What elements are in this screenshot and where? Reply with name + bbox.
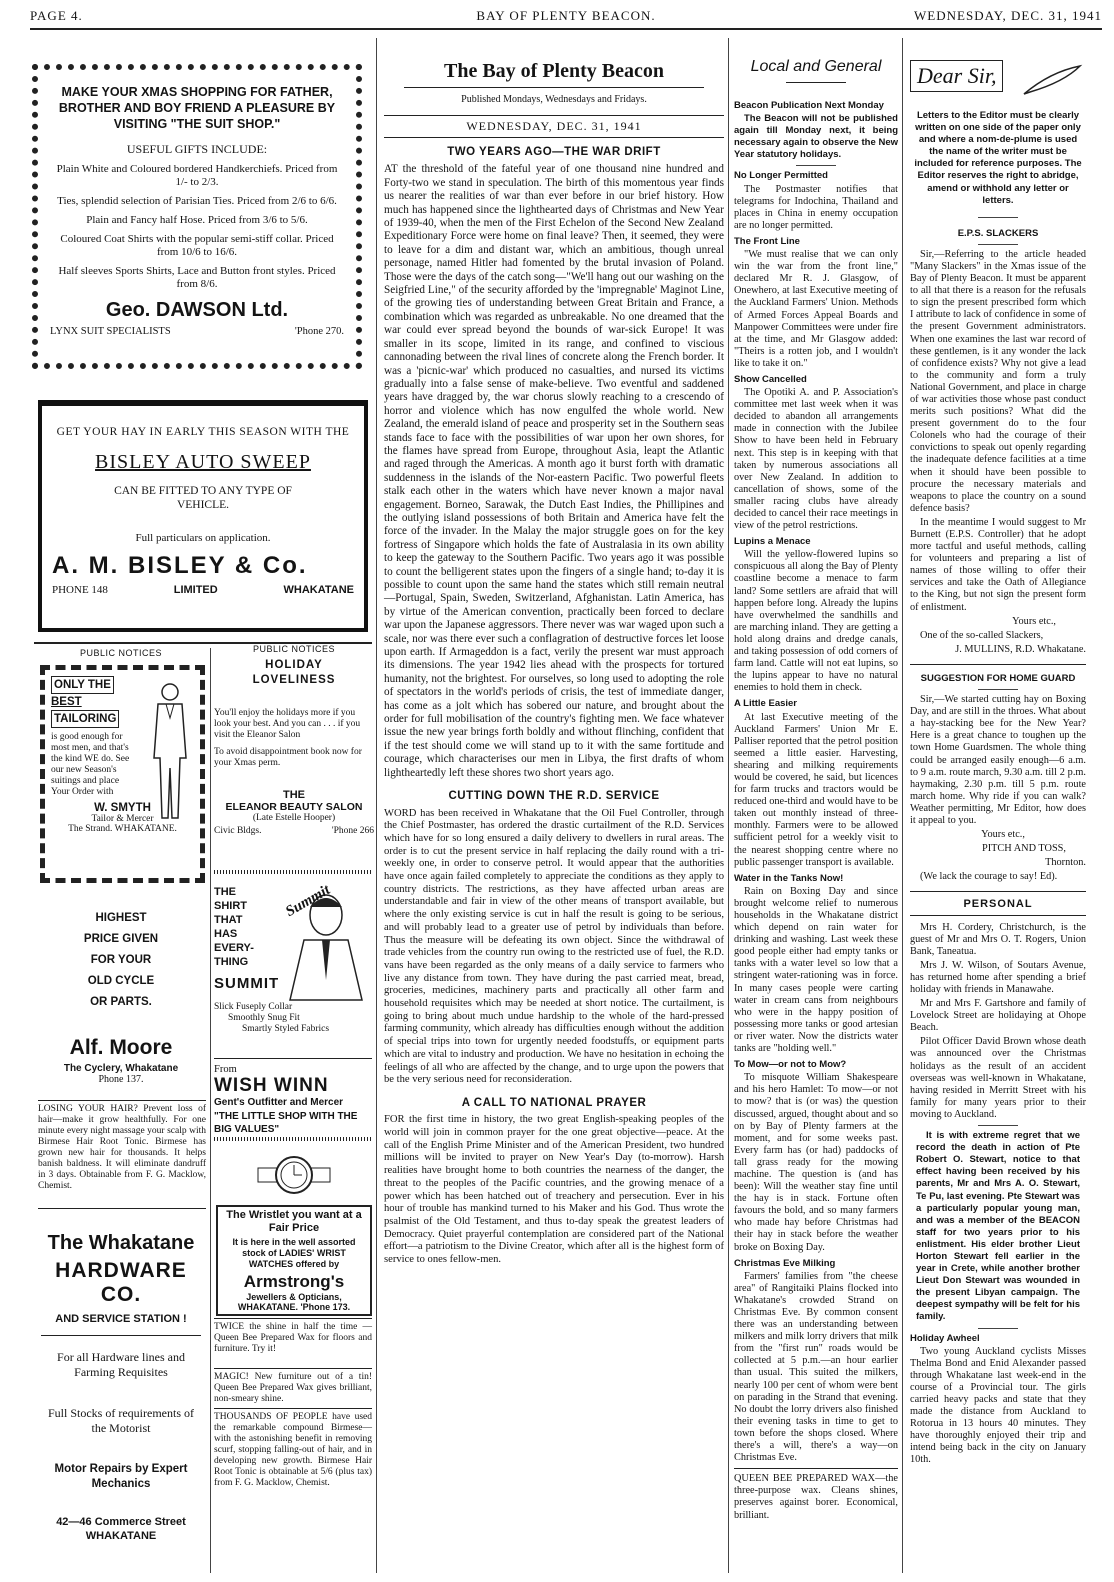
ad-hardware-co [36, 1232, 206, 1562]
ad-hair-tonic: LOSING YOUR HAIR? Prevent loss of hair—make it grow healthfully. For one minute every night massage your scalp with Birmese Hair Root Tonic. Birmese has grown new hair for thousands. It helps banish baldness. It will eliminate dandruff in 3 days. Obtainable from F. G. Macklow, Chemist. [38, 1104, 206, 1191]
ad-cycle-l2: PRICE GIVEN [83, 933, 159, 945]
ad-summit-tag3: Smartly Styled Fabrics [242, 1024, 330, 1034]
ad-bisley-firm: A. M. BISLEY & Co. [52, 552, 308, 579]
ad-suit-shop-item: Plain White and Coloured bordered Handkerchiefs. Priced from 1/- to 2/3. [56, 163, 338, 188]
ad-cycle-firm: Alf. Moore [69, 1036, 173, 1059]
column-rule [728, 38, 729, 1573]
ad-suit-shop-item: Plain and Fancy half Hose. Priced from 3/6 to 5/6. [86, 214, 308, 226]
column-rule [210, 648, 211, 1573]
editorial-published: Published Mondays, Wednesdays and Fridays. [461, 94, 647, 105]
local-item-heading: Christmas Eve Milking [734, 1257, 836, 1269]
ad-hardware-l8: WHAKATANE [85, 1530, 157, 1542]
ad-bisley-line1: GET YOUR HAY IN EARLY THIS SEASON WITH THE [56, 426, 350, 438]
local-item-heading: Water in the Tanks Now! [734, 872, 844, 884]
local-item-text: "We must realise that we can only win the war from the front line," declared Mr R. J. Glasgow, of Onewhero, at last Executive meeting of the Auckland Farmers' Union. Methods of Armed Forces Appeal Boards and Manpower Committees were under fire at the time, and Mr Glasgow added: "Theirs is a rotten job, and I wouldn't like to take it on." [734, 249, 898, 369]
ad-eleanor-salon [214, 658, 374, 858]
ad-suit-shop-item: Half sleeves Sports Shirts, Lace and Button front styles. Priced from 8/6. [58, 265, 336, 290]
letter-body: Sir,—We started cutting hay on Boxing Day, and are still in the throes. What about a hay-stacking bee for the New Year? Here is a great chance to toughen up the town Home Guardsmen. The whole thing could be arranged easily enough—6 a.m. to 9 a.m. route march, 9.30 a.m. till 2 p.m. haymaking, 2.30 p.m. till 5 p.m. route march home. Why ride if you can walk? Weather permitting, Mr Editor, how does it appeal to you. [910, 694, 1086, 826]
letter-heading: E.P.S. SLACKERS [957, 227, 1039, 239]
ad-smyth-body: is good enough for most men, and that's the kind WE do. See our new Season's suitings and place Your Order with [51, 732, 130, 797]
page-masthead [30, 6, 1102, 26]
ad-birmese-thousands: THOUSANDS OF PEOPLE have used the remarkable compound Birmese—with the astonishing benefit in removing scurf, stopping falling-out of hair, and in developing new growth. Birmese Hair Root Tonic is obtainable at 5/6 (plus tax) from F. G. Macklow, Chemist. [214, 1412, 372, 1488]
editorial-headline: TWO YEARS AGO—THE WAR DRIFT [447, 146, 661, 158]
local-item-text: At last Executive meeting of the Auckland Farmers' Union Mr E. Palliser reported that the petrol position seemed a little easier. Harvesting, shearing and milking requirements would be covered, he said, but licences for farm trucks and tractors would be reduced one-third and would have to be taken out monthly instead of three-monthly. Farmers were to be allowed sufficient petrol for a weekly visit to the nearest shopping centre where no public passenger transport is available. [734, 711, 898, 868]
letter-heading: SUGGESTION FOR HOME GUARD [920, 672, 1076, 684]
ad-armstrong-trade: Jewellers & Opticians, [246, 1292, 342, 1302]
ad-winn-slogan: "THE LITTLE SHOP WITH THE BIG VALUES" [214, 1111, 358, 1135]
ad-summit-shirt [214, 882, 374, 1055]
ad-bisley-line3: Full particulars on application. [135, 532, 271, 544]
ad-summit-brand: SUMMIT [214, 975, 280, 992]
ad-suit-shop-tag: LYNX SUIT SPECIALISTS [50, 326, 171, 337]
local-item-heading: No Longer Permitted [734, 170, 828, 182]
letters-notice: Letters to the Editor must be clearly written on one side of the paper only and where a nom-de-plume is used the name of the writer must be included for reference purposes. The Editor reserves the right to abridge, amend or withhold any letter or letters. [914, 110, 1082, 206]
ad-smyth-l1: ONLY THE [51, 676, 114, 694]
ad-winn-from: From [214, 1064, 237, 1075]
ad-winn-name: WISH WINN [214, 1075, 329, 1096]
divider [214, 1408, 372, 1409]
local-item-text: Rain on Boxing Day and since brought welcome relief to numerous households in the Whakatane district which depend on rain water for drinking and washing. Last week these good people either had empty tanks or tanks with a water level so low that a stringent water-rationing was in force. In many cases people were carting water in cream cans from neighbours who were in the happy position of possessing more tanks or good artesian or river water. Now the districts water tanks are "holding well." [734, 885, 898, 1055]
ad-winn-trade: Gent's Outfitter and Mercer [214, 1097, 344, 1108]
editorial-headline: CUTTING DOWN THE R.D. SERVICE [448, 790, 660, 803]
letter-body: Sir,—Referring to the article headed "Many Slackers" in the Xmas issue of the Bay of Plenty Beacon. It must be apparent to all that there is a reason for the refusals to sign the present prescribed form which I attribute to lack of confidence in some of the present Government administrators. When one examines the last war record of these gentlemen, is it any wonder the lack of confidence exists? Why not give a lead to the community and form a truly National Government, and place in charge of war activities those whose past conduct merits such positions? What did the present government do to the four Colonels who had the courage of their convictions to speak out openly regarding the inadequate defence facilities at a time when it should have been possible to procure the necessary materials and weapons to place the country on a sound defence basis? [910, 248, 1086, 514]
decorative-rule [214, 1137, 372, 1141]
ad-suit-shop-item: Ties, splendid selection of Parisian Ties. Priced from 2/6 to 6/6. [57, 195, 337, 207]
ad-queen-bee-wax: QUEEN BEE PREPARED WAX—the three-purpose wax. Cleans shines, preserves against borer. Economical, brilliant. [734, 1473, 898, 1521]
ad-salon-body2: To avoid disappointment book now for your Xmas perm. [214, 747, 362, 768]
divider [214, 1318, 372, 1319]
ad-armstrong-addr: WHAKATANE. 'Phone 173. [237, 1302, 351, 1312]
ad-armstrong-title: The Wristlet you want at a Fair Price [226, 1209, 362, 1234]
ad-suit-shop-headline: MAKE YOUR XMAS SHOPPING FOR FATHER, BROTHER AND BOY FRIEND A PLEASURE BY VISITING "THE SUIT SHOP." [58, 85, 336, 131]
personal-heading: PERSONAL [963, 898, 1033, 911]
wristwatch-icon [254, 1150, 334, 1200]
masthead-rule [30, 28, 1102, 30]
ad-summit-tag1: Slick Fuseply Collar [214, 1002, 293, 1012]
ad-summit-l2: SHIRT [214, 900, 247, 912]
editorial-flag: The Bay of Plenty Beacon [444, 60, 664, 82]
ad-cycle-l5: OR PARTS. [90, 996, 152, 1008]
divider [214, 1368, 372, 1369]
local-item-text: Will the yellow-flowered lupins so conspicuous all along the Bay of Plenty coastline become a menace to farm land? Some settlers are afraid that will happen before long. Already the lupins have overwhelmed the sandhills and are marching inland. They are getting a hold along drains and dredge canals, and taking possession of odd corners of farm land. Cattle will not eat lupins, so the lupins appear to have no natural enemies to hold them in check. [734, 549, 898, 694]
editorial-body: AT the threshold of the fateful year of one thousand nine hundred and Forty-two we stand in speculation. The birth of this momentous year finds us nearer the realities of war than ever before in our brief history. How much has happened since the lighthearted days of Christmas and New Year of 1939-40, when the men of the First Echelon of the Second New Zealand Expeditionary Force were home on final leave? Then, it seemed, they were to leave for a dim and distant war, which an ambitious, though unreal personage, named Hitler had fomented by the brutal invasion of Poland. Those were the days of the catch song—"We'll hang out our washing on the Seigfried Line," of the security afforded by the 'impregnable' Maginot Line, of the growing ties of understanding between Great Britain and France, a combination which was regarded as unbreakable. No one dreamed that the war could ever spread beyond the bounds of war-sick Europe! It was smaller in its scope, limited in its range, and confined to viscious cannonading between the rival lines of concrete along the French border. It was a 'picnic-war' which produced no casualties, and nursed its victims gradually into a false sense of make-believe. Two eventful and saddened years have dragged by, the war chorus slowly reaching to a crescendo of horror and violence which has now engulfed the whole world. New Zealand, the emerald island of peace and prosperity set in the Southern seas stands face to face with the possibilities of war upon her own shores, for the flames have spread from Europe, throughout Asia, leapt the Atlantic and raged through the Americas. A month ago it burst forth with dramatic suddenness in the islands of the Nor-eastern Pacific. Two powerful fleets stalk each other in the waters which have never known a major naval engagement. Borneo, Sarawak, the Dutch East Indies, the Phillipines and the outlying island possessions of both Britain and America have felt the force of the invader. In the Malay the major struggle goes on for the key fortress of Singapore which holds the fate of Australasia in its own ability to keep the gateway to the Southern Pacific. Two years ago it was possible to count the belligerent states upon the fingers of a single hand; to-day it is possible to count upon the same hand the states which still remain neutral—Portugal, Spain, Sweden, Switzerland, Afghanistan. Latin America, has by virtue of the American convention, practically been forced to declare war upon the Japanese aggressors. There never was war waged upon such a scale, nor was there ever such a conflagration of destructive forces let loose upon earth. If Armageddon is a fact, verily the present war must approach its dimensions. The year 1942 lies ahead with the prospects for tortured humanity, not the brightest. For ourselves, so long used to adopting the role of spectators in the world's periods of crisis, the test of immediate danger, has come as a jolt which has sobered our nature, and brought about the order for full mobilisation of the country's fighting men. We face whatever issue the new year brings forth boldly and without flinching, confident that if the test should come we will stand up to it with the same fortitude and courage, which characterises our men in Libya, the first drafts of whom lightheartedly left these shores two short years ago. [384, 163, 724, 779]
ad-armstrong-body: It is here in the well assorted stock of LADIES' WRIST WATCHES offered by [232, 1237, 356, 1269]
ad-bisley-town: WHAKATANE [283, 584, 354, 596]
ad-alf-moore [36, 1036, 206, 1096]
ad-salon-addr: Civic Bldgs. [214, 826, 262, 836]
editorial-headline: A CALL TO NATIONAL PRAYER [461, 1096, 647, 1109]
ad-summit-l1: THE [214, 886, 236, 898]
ad-cycle-shop: The Cyclery, Whakatane [63, 1063, 179, 1074]
summit-logo: Summit [282, 882, 333, 921]
local-item-heading: Lupins a Menace [734, 536, 811, 548]
ad-summit-l5: EVERY- [214, 942, 254, 954]
editor-note: (We lack the courage to say! Ed). [920, 871, 1058, 883]
ad-cycle-l3: FOR YOUR [90, 954, 152, 966]
ad-hardware-l3: AND SERVICE STATION ! [55, 1313, 187, 1325]
ad-hardware-l7: 42—46 Commerce Street [56, 1516, 186, 1528]
divider [38, 1100, 206, 1101]
letter-yours: Yours etc., [1012, 615, 1056, 627]
local-item-text: The Opotiki A. and P. Association's committee met last week when it was decided to abandon all arrangements made in connection with the Jubilee Show to have been held in February next. This step is in keeping with that taken by numerous associations all over New Zealand. In addition to cancellation of shows, some of the smaller racing clubs have already decided to cancel their race meetings in view of the petrol restrictions. [734, 387, 898, 532]
ad-smyth-trade: Tailor & Mercer [91, 814, 154, 824]
page-number: PAGE 4. [30, 8, 83, 23]
ad-suit-shop-phone: 'Phone 270. [294, 326, 344, 337]
editorial-body: FOR the first time in history, the two great English-speaking peoples of the world will join in common prayer for the one great objective—peace. At the call of the English Prime Minister and of the American President, two hundred millions will be invited to prayer on New Year's Day (to-morrow). Harsh realities have brought home to both countries the nearness of the danger, the threat to the peoples of the Pacific countries, and the growing menace of a power which has been hatched out of treachery and persecution. Ever in his hour of trouble has mankind turned to his Maker and his God. Thus wrote the psalmist of the Old Testament, and thus to-day speak the greatest leaders of Democracy. Quiet prayerful contemplation are considered part of the National effort—a patriotism to the Divine Creator, which after all is the highest form of service to ones fellow-men. [384, 1114, 724, 1266]
issue-date: WEDNESDAY, DEC. 31, 1941 [914, 8, 1102, 23]
personal-heading: Holiday Awheel [910, 1332, 980, 1344]
letter-signature: J. MULLINS, R.D. Whakatane. [955, 643, 1086, 655]
local-section-title: Local and General [750, 58, 882, 75]
divider [214, 1058, 372, 1059]
ad-wish-winn [214, 1064, 374, 1134]
letter-signature: Thornton. [1045, 857, 1086, 869]
local-item-text: Farmers' families from "the cheese area" of Rangitaiki Plains flocked into Whakatane's crowded Strand on Christmas Eve. By common consent there was an understanding between milkers and milk lorry drivers that milk from the "first run" roads would be collected at 5 p.m.—an hour earlier than usual. This suited the milkers, nearly 100 per cent of whom were bent on parading in the Strand that evening. No doubt the lorry drivers also finished their evening tasks in time to get to town before the shops closed. Where there's a will, there's a way—on Christmas Eve. [734, 1270, 898, 1464]
paper-name: BAY OF PLENTY BEACON. [476, 8, 656, 23]
ad-suit-shop-item: Coloured Coat Shirts with the popular semi-stiff collar. Priced from 10/6 to 16/6. [60, 233, 334, 258]
public-notices-header-left: PUBLIC NOTICES [79, 648, 162, 658]
ad-salon-the: THE [283, 789, 305, 801]
local-item-heading: Show Cancelled [734, 373, 807, 385]
ad-hardware-l1: The Whakatane [47, 1232, 195, 1254]
ad-smyth-l3: TAILORING [51, 710, 119, 728]
letter-signature: PITCH AND TOSS, [981, 843, 1066, 855]
ad-bisley-product: BISLEY AUTO SWEEP [95, 451, 311, 473]
letters-column [910, 110, 1086, 1572]
personal-item: Mrs H. Cordery, Christchurch, is the guest of Mr and Mrs O. T. Rogers, Union Bank, Taneatua. [910, 921, 1086, 957]
divider [38, 1208, 206, 1209]
tailor-figure-icon [140, 678, 200, 828]
ad-bisley [38, 400, 368, 632]
ad-summit-l6: THING [214, 956, 249, 968]
quill-pen-icon [1020, 62, 1084, 98]
ad-cycle-phone: Phone 137. [98, 1074, 144, 1085]
personal-item: Mrs J. W. Wilson, of Soutars Avenue, has returned home after spending a brief holiday with friends in Manawahe. [910, 959, 1086, 995]
personal-item: Pilot Officer David Brown whose death was announced over the Christmas holidays as the result of an accident overseas was well-known in Whakatane, having resided in Merritt Street with his family for many years prior to their moving to Auckland. [910, 1036, 1086, 1120]
ad-salon-body1: You'll enjoy the holidays more if you look your best. And you can . . . if you visit the Eleanor Salon [214, 708, 361, 740]
ad-summit-tag2: Smoothly Snug Fit [228, 1013, 300, 1023]
ad-salon-phone: 'Phone 266 [331, 826, 374, 836]
ad-bisley-phone: PHONE 148 [52, 584, 108, 596]
decorative-rule [214, 870, 372, 874]
ad-cycle-l1: HIGHEST [95, 912, 147, 924]
editorial-body: WORD has been received in Whakatane that the Oil Fuel Controller, through the Chief Postmaster, has ordered the drastic curtailment of the R.D. Services which have for so long ensured a daily delivery to dwellers in rural areas. The order is to cut the present service in half replacing the daily round with a tri-weekly one, in order to conserve petrol. It would appear that the authorities have once again failed completely to appreciate the conditions as they apply to country districts. The restrictions, as they have affected urban areas are understandable and fair in view of the other means of transport available, but where the only existing service is cut in half the result is going to be serious, and will probably lead to a greater use of petrol by individuals than before. Thus the measure will be defeating its own object. Since the withdrawal of trade vehicles from the country run owing to the restricted use of fuel, the R.D. vans have been regarded as the only means of a daily service to farmers who live any distance from town. They have during the past carried meat, bread, groceries, medicines, machinery parts and practically all other farm and household requisites which may be needed at short notice. The curtailment, is going to bring about much undue hardship to the whole of the hard-pressed farming community, which already has difficulties enough without the addition of special trips into town for urgently needed foodstuffs, or equipment parts which are vital to industry and production. We have no hesitation in echoing the feelings of all who are affected by the change, and to urge upon the powers that be the very serious need for reconsideration. [384, 807, 724, 1086]
ad-armstrong-watches [216, 1150, 372, 1312]
local-item-heading: Beacon Publication Next Monday [734, 100, 884, 111]
ad-queen-bee-twice: TWICE the shine in half the time —Queen Bee Prepared Wax for floors and furniture. Try it! [214, 1322, 372, 1354]
column-rule [902, 38, 903, 1573]
ad-salon-title: HOLIDAY LOVELINESS [252, 659, 336, 686]
local-item-text: The Beacon will not be published again till Monday next, it being necessary again to observe the New Year statutory holidays. [734, 113, 898, 161]
local-item-heading: The Front Line [734, 235, 800, 247]
ad-old-cycle [36, 908, 206, 1026]
ad-salon-name: ELEANOR BEAUTY SALON [225, 801, 363, 813]
ad-hardware-l2: HARDWARE CO. [55, 1259, 187, 1306]
ad-smyth-name: W. SMYTH [94, 802, 151, 814]
local-item-heading: A Little Easier [734, 698, 798, 710]
ad-bisley-limited: LIMITED [173, 584, 218, 596]
ad-queen-bee-magic: MAGIC! New furniture out of a tin! Queen Bee Prepared Wax gives brilliant, non-smeary shine. [214, 1372, 372, 1404]
editorial-column [384, 140, 724, 1572]
ad-smyth-tailor [40, 665, 205, 883]
local-general-column [734, 96, 898, 1572]
personal-item: Two young Auckland cyclists Misses Thelma Bond and Enid Alexander passed through Whakatane last week-end in the course of a Provincial tour. The girls carried heavy packs and state that they made the distance from Auckland to Rotorua in 13 hours 40 minutes. They have thoroughly enjoyed their trip and intend being back in the city on January 10th. [910, 1345, 1086, 1466]
ad-hardware-l4: For all Hardware lines and Farming Requisites [57, 1350, 185, 1379]
ad-summit-l3: THAT [214, 914, 243, 926]
ad-hardware-l5: Full Stocks of requirements of the Motorist [48, 1406, 194, 1435]
ad-suit-shop-firm: Geo. DAWSON Ltd. [105, 299, 289, 321]
public-notices-header-right: PUBLIC NOTICES [252, 644, 335, 654]
ad-suit-shop [32, 64, 362, 369]
personal-item: Mr and Mrs F. Gartshore and family of Lovelock Street are holidaying at Ohope Beach. [910, 998, 1086, 1034]
editorial-date: WEDNESDAY, DEC. 31, 1941 [384, 115, 724, 138]
ad-smyth-addr: The Strand. WHAKATANE. [68, 824, 177, 834]
ad-summit-l4: HAS [214, 928, 238, 940]
ad-smyth-l2: BEST [51, 696, 82, 708]
local-item-text: The Postmaster notifies that telegrams for Indochina, Thailand and places in China in enemy occupation are no longer permitted. [734, 183, 898, 231]
letter-body: In the meantime I would suggest to Mr Burnett (E.P.S. Controller) that he adopt more tactful and useful methods, calling for volunteers and preparing a list of names of those willing to offer their services and take the Oath of Allegiance to the King, but not sign the present form of enlistment. [910, 516, 1086, 613]
column-rule [376, 38, 377, 1573]
ad-salon-late: (Late Estelle Hooper) [252, 813, 336, 823]
ad-armstrong-name: Armstrong's [243, 1272, 345, 1291]
ad-hardware-l6: Motor Repairs by Expert Mechanics [54, 1463, 188, 1490]
ad-cycle-l4: OLD CYCLE [87, 975, 155, 987]
letters-flag: Dear Sir, [910, 60, 1003, 92]
letter-signature: One of the so-called Slackers, [920, 629, 1044, 641]
ad-bisley-line2: CAN BE FITTED TO ANY TYPE OF VEHICLE. [114, 485, 292, 511]
local-item-heading: To Mow—or not to Mow? [734, 1059, 847, 1071]
ad-suit-shop-sub: USEFUL GIFTS INCLUDE: [126, 142, 268, 156]
local-item-text: To misquote William Shakespeare and his hero Hamlet: To mow—or not to mow? that is (or was) the question discussed, argued, thought about and so on by Bay of Plenty farmers at the moment, and for some weeks past. Every farm has (or had) paddocks of tall grass ready for the mowing machine. The question is (and has been): Will the weather stay fine until the hay is in stack. Fortune often favours the bold, and so many farmers who made hay before Christmas had their hay in stack before the weather broke on Boxing Day. [734, 1072, 898, 1253]
obituary-stewart: It is with extreme regret that we record the death in action of Pte Robert O. Stewart, notice to that effect having been received by his parents, Mr and Mrs A. O. Stewart, Te Pu, last evening. Pte Stewart was a particularly popular young man, and was a member of the BEACON staff for two years prior to his enlistment. His elder brother Lieut Horton Stewart fell earlier in the year in Crete, while another brother Lieut Don Stewart was wounded in the present Libyan campaign. The deepest sympathy will be felt for his family. [916, 1130, 1080, 1323]
letter-yours: Yours etc., [981, 829, 1025, 841]
